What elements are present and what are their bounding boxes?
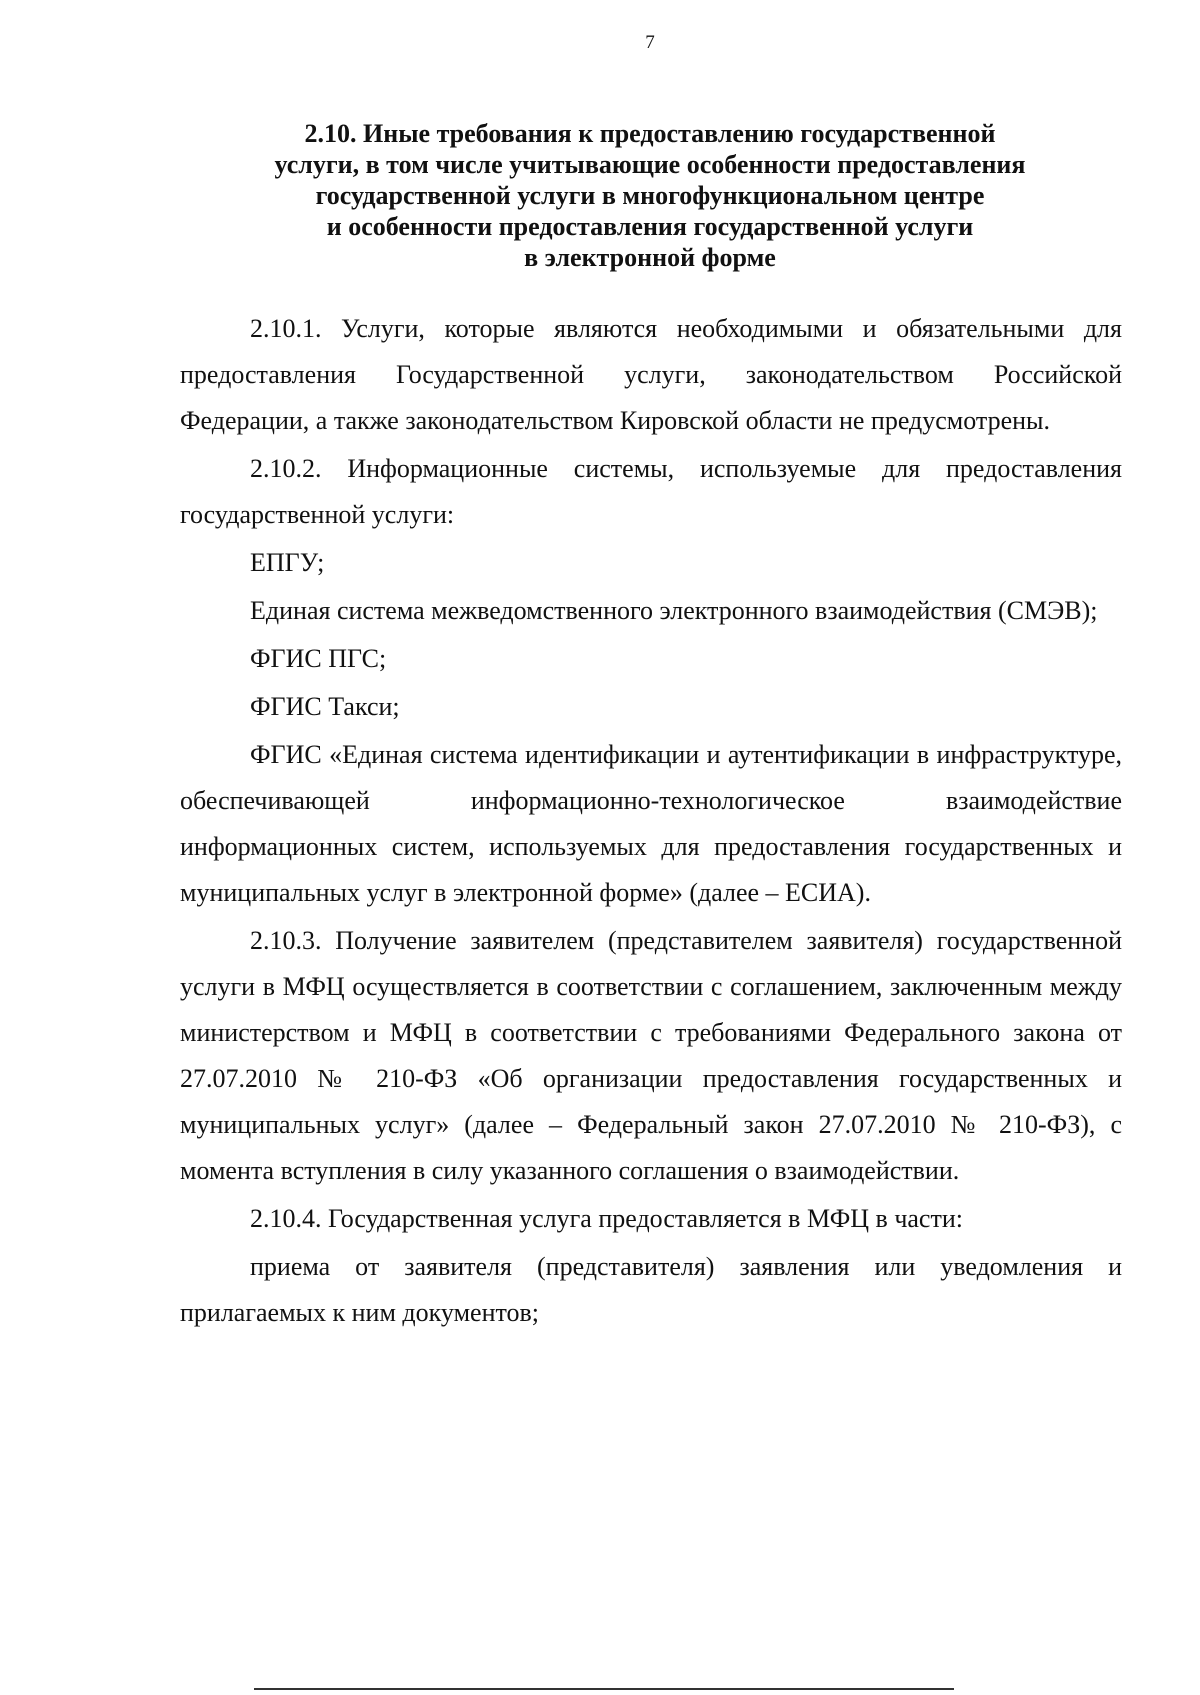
paragraph-2-10-3: 2.10.3. Получение заявителем (представителем заявителя) государственной услуги в МФЦ осуществляется в соответствии с соглашением, заключенным между министерством и МФЦ в соответствии с требованиями Федерального закона от 27.07.2010 № 210-ФЗ «Об организации предоставления государственных и муниципальных услуг» (далее – Федеральный закон 27.07.2010 № 210-ФЗ), с момента вступления в силу указанного соглашения о взаимодействии. — [180, 926, 1122, 1185]
list-item-fgis-pgs: ФГИС ПГС; — [250, 644, 387, 673]
paragraph-2-10-4: 2.10.4. Государственная услуга предоставляется в МФЦ в части: — [250, 1204, 963, 1233]
list-item-epgu: ЕПГУ; — [250, 548, 325, 577]
body-text — [180, 306, 1122, 1338]
list-item-reception: приема от заявителя (представителя) заявления или уведомления и прилагаемых к ним документов; — [180, 1252, 1122, 1327]
section-heading — [230, 118, 1070, 273]
heading-line: в электронной форме — [524, 243, 776, 272]
bottom-rule — [254, 1688, 954, 1690]
list-item-smev: Единая система межведомственного электронного взаимодействия (СМЭВ); — [250, 596, 1098, 625]
heading-line: и особенности предоставления государственной услуги — [326, 212, 974, 241]
paragraph-2-10-2: 2.10.2. Информационные системы, используемые для предоставления государственной услуги: — [180, 454, 1122, 529]
list-item-esia: ФГИС «Единая система идентификации и аутентификации в инфраструктуре, обеспечивающей информационно-технологическое взаимодействие информационных систем, используемых для предоставления государственных и муниципальных услуг в электронной форме» (далее – ЕСИА). — [180, 740, 1122, 907]
heading-line: государственной услуги в многофункциональном центре — [315, 181, 985, 210]
page-number: 7 — [645, 32, 655, 53]
heading-line: услуги, в том числе учитывающие особенности предоставления — [274, 150, 1026, 179]
paragraph-2-10-1: 2.10.1. Услуги, которые являются необходимыми и обязательными для предоставления Государственной услуги, законодательством Российской Федерации, а также законодательством Кировской области не предусмотрены. — [180, 314, 1122, 435]
heading-line: 2.10. Иные требования к предоставлению государственной — [304, 119, 996, 148]
list-item-fgis-taxi: ФГИС Такси; — [250, 692, 400, 721]
